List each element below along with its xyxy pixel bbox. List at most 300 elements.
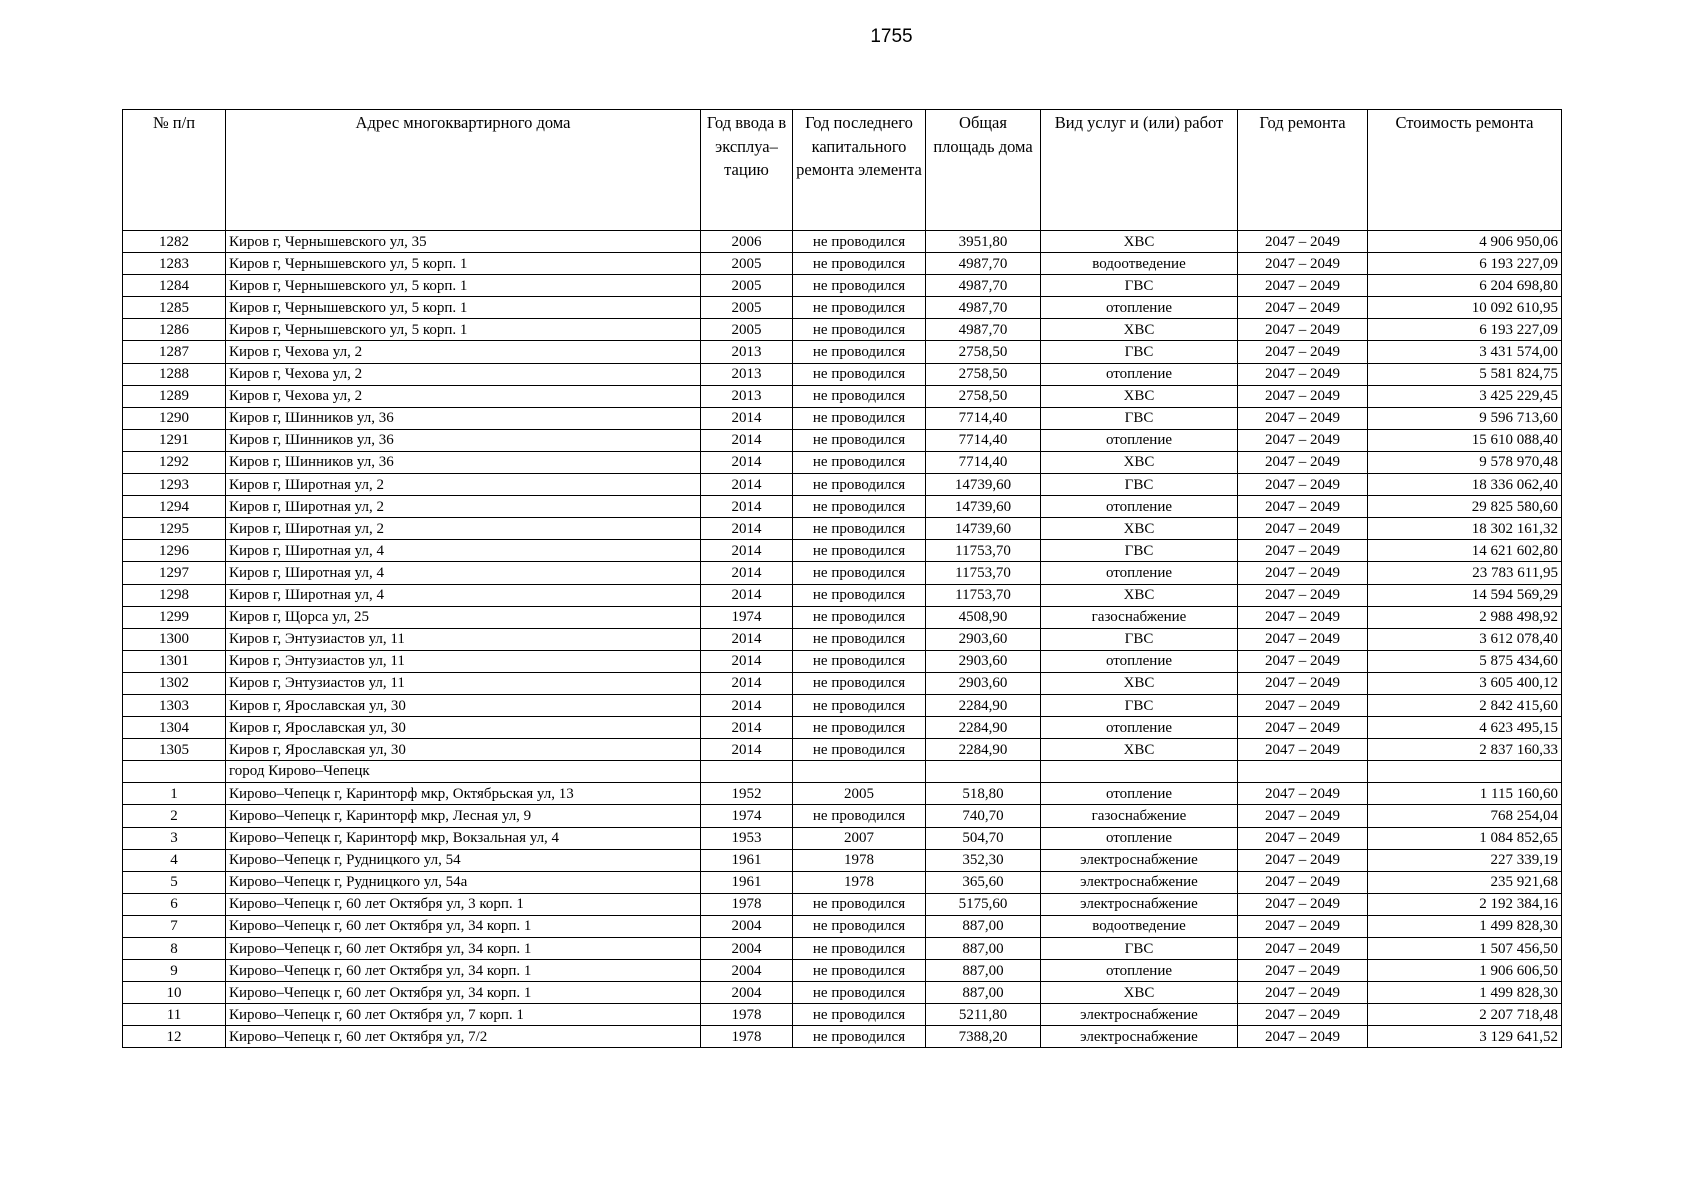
cell-commission-year: 2014 xyxy=(701,739,793,761)
cell-row-number: 1303 xyxy=(123,694,226,716)
cell-commission-year: 2013 xyxy=(701,363,793,385)
cell-commission-year: 2013 xyxy=(701,341,793,363)
table-row xyxy=(123,805,1562,827)
cell-service-type: ГВС xyxy=(1041,628,1238,650)
table-row xyxy=(123,650,1562,672)
cell-commission-year: 1952 xyxy=(701,783,793,805)
cell-address: Кирово–Чепецк г, 60 лет Октября ул, 34 корп. 1 xyxy=(226,960,701,982)
cell-repair-year: 2047 – 2049 xyxy=(1238,1004,1368,1026)
cell-address: Киров г, Широтная ул, 4 xyxy=(226,584,701,606)
cell-repair-cost: 23 783 611,95 xyxy=(1368,562,1562,584)
page-number: 1755 xyxy=(870,26,913,47)
cell-row-number: 1286 xyxy=(123,319,226,341)
cell-address: Киров г, Чернышевского ул, 5 корп. 1 xyxy=(226,297,701,319)
cell-row-number: 1299 xyxy=(123,606,226,628)
cell-last-repair-year: не проводился xyxy=(793,429,926,451)
table-row xyxy=(123,562,1562,584)
cell-address: Киров г, Ярославская ул, 30 xyxy=(226,694,701,716)
cell-address: Киров г, Шинников ул, 36 xyxy=(226,407,701,429)
cell-service-type: электроснабжение xyxy=(1041,893,1238,915)
table-row xyxy=(123,960,1562,982)
cell-service-type: ХВС xyxy=(1041,231,1238,253)
cell-last-repair-year: не проводился xyxy=(793,938,926,960)
cell-total-area: 14739,60 xyxy=(926,496,1041,518)
cell-repair-cost: 768 254,04 xyxy=(1368,805,1562,827)
cell-last-repair-year: не проводился xyxy=(793,694,926,716)
cell-last-repair-year: не проводился xyxy=(793,253,926,275)
cell-last-repair-year: не проводился xyxy=(793,496,926,518)
cell-commission-year: 1978 xyxy=(701,1026,793,1048)
table-row xyxy=(123,363,1562,385)
cell-repair-cost: 5 581 824,75 xyxy=(1368,363,1562,385)
cell-repair-cost: 3 129 641,52 xyxy=(1368,1026,1562,1048)
cell-row-number: 10 xyxy=(123,982,226,1004)
cell-commission-year: 1978 xyxy=(701,1004,793,1026)
table-row xyxy=(123,297,1562,319)
cell-repair-year: 2047 – 2049 xyxy=(1238,938,1368,960)
cell-last-repair-year: 2005 xyxy=(793,783,926,805)
cell-last-repair-year: не проводился xyxy=(793,518,926,540)
cell-total-area: 11753,70 xyxy=(926,562,1041,584)
cell-repair-year: 2047 – 2049 xyxy=(1238,385,1368,407)
cell-repair-cost: 3 431 574,00 xyxy=(1368,341,1562,363)
cell-repair-cost: 4 906 950,06 xyxy=(1368,231,1562,253)
cell-commission-year: 1974 xyxy=(701,606,793,628)
cell-last-repair-year: не проводился xyxy=(793,231,926,253)
cell-repair-year: 2047 – 2049 xyxy=(1238,960,1368,982)
cell-address: Кирово–Чепецк г, 60 лет Октября ул, 7 корп. 1 xyxy=(226,1004,701,1026)
cell-address: Киров г, Широтная ул, 2 xyxy=(226,496,701,518)
cell-service-type: отопление xyxy=(1041,783,1238,805)
cell-service-type: водоотведение xyxy=(1041,253,1238,275)
cell-repair-cost: 6 204 698,80 xyxy=(1368,275,1562,297)
cell-total-area: 352,30 xyxy=(926,849,1041,871)
cell-commission-year: 2014 xyxy=(701,717,793,739)
cell-repair-year: 2047 – 2049 xyxy=(1238,297,1368,319)
table-row xyxy=(123,407,1562,429)
cell-row-number: 1298 xyxy=(123,584,226,606)
cell-repair-cost: 1 115 160,60 xyxy=(1368,783,1562,805)
cell-row-number: 11 xyxy=(123,1004,226,1026)
cell-row-number: 1285 xyxy=(123,297,226,319)
cell-row-number: 1292 xyxy=(123,451,226,473)
cell-service-type: ГВС xyxy=(1041,407,1238,429)
cell-repair-cost: 1 507 456,50 xyxy=(1368,938,1562,960)
cell-address: Киров г, Ярославская ул, 30 xyxy=(226,717,701,739)
cell-last-repair-year: 1978 xyxy=(793,871,926,893)
cell-service-type: электроснабжение xyxy=(1041,1026,1238,1048)
cell-commission-year: 2014 xyxy=(701,540,793,562)
cell-address: Киров г, Энтузиастов ул, 11 xyxy=(226,650,701,672)
cell-repair-year: 2047 – 2049 xyxy=(1238,628,1368,650)
cell-last-repair-year: не проводился xyxy=(793,319,926,341)
cell-service-type: ХВС xyxy=(1041,584,1238,606)
cell-repair-cost: 2 842 415,60 xyxy=(1368,694,1562,716)
cell-commission-year: 2014 xyxy=(701,562,793,584)
cell-repair-cost: 9 596 713,60 xyxy=(1368,407,1562,429)
cell-row-number: 1 xyxy=(123,783,226,805)
table-row xyxy=(123,694,1562,716)
repair-schedule-table xyxy=(122,109,1562,1048)
cell-service-type: электроснабжение xyxy=(1041,871,1238,893)
cell-repair-year: 2047 – 2049 xyxy=(1238,805,1368,827)
table-row xyxy=(123,1026,1562,1048)
cell-last-repair-year: не проводился xyxy=(793,540,926,562)
cell-repair-year: 2047 – 2049 xyxy=(1238,518,1368,540)
cell-repair-year: 2047 – 2049 xyxy=(1238,849,1368,871)
cell-repair-cost: 1 499 828,30 xyxy=(1368,982,1562,1004)
cell-row-number: 1294 xyxy=(123,496,226,518)
table-row xyxy=(123,606,1562,628)
cell-commission-year: 2005 xyxy=(701,297,793,319)
header-service-type: Вид услуг и (или) работ xyxy=(1041,110,1238,231)
cell-address: Киров г, Энтузиастов ул, 11 xyxy=(226,672,701,694)
cell-service-type: ГВС xyxy=(1041,474,1238,496)
cell-repair-cost: 3 612 078,40 xyxy=(1368,628,1562,650)
header-commission-year: Год ввода в эксплуа–тацию xyxy=(701,110,793,231)
cell-address: Кирово–Чепецк г, Рудницкого ул, 54 xyxy=(226,849,701,871)
cell-repair-year: 2047 – 2049 xyxy=(1238,451,1368,473)
cell-last-repair-year: не проводился xyxy=(793,628,926,650)
table-row xyxy=(123,496,1562,518)
cell-repair-year: 2047 – 2049 xyxy=(1238,429,1368,451)
cell-address: Киров г, Чехова ул, 2 xyxy=(226,385,701,407)
cell-service-type: ХВС xyxy=(1041,518,1238,540)
cell-commission-year: 2004 xyxy=(701,938,793,960)
cell-repair-cost: 4 623 495,15 xyxy=(1368,717,1562,739)
cell-address: Кирово–Чепецк г, Рудницкого ул, 54а xyxy=(226,871,701,893)
cell-address: Киров г, Чернышевского ул, 35 xyxy=(226,231,701,253)
cell-total-area: 5175,60 xyxy=(926,893,1041,915)
cell-repair-year: 2047 – 2049 xyxy=(1238,650,1368,672)
table-row xyxy=(123,1004,1562,1026)
cell-commission-year: 2014 xyxy=(701,628,793,650)
cell-address: Киров г, Широтная ул, 2 xyxy=(226,474,701,496)
cell-commission-year: 2014 xyxy=(701,474,793,496)
empty-cell xyxy=(1368,761,1562,783)
table-row xyxy=(123,915,1562,937)
cell-row-number: 7 xyxy=(123,915,226,937)
cell-service-type: водоотведение xyxy=(1041,915,1238,937)
cell-last-repair-year: не проводился xyxy=(793,606,926,628)
cell-repair-year: 2047 – 2049 xyxy=(1238,540,1368,562)
cell-last-repair-year: не проводился xyxy=(793,805,926,827)
table-row xyxy=(123,893,1562,915)
empty-cell xyxy=(701,761,793,783)
cell-total-area: 2284,90 xyxy=(926,694,1041,716)
cell-address: Киров г, Энтузиастов ул, 11 xyxy=(226,628,701,650)
cell-last-repair-year: не проводился xyxy=(793,960,926,982)
cell-address: Киров г, Широтная ул, 4 xyxy=(226,562,701,584)
cell-last-repair-year: не проводился xyxy=(793,893,926,915)
cell-last-repair-year: не проводился xyxy=(793,275,926,297)
cell-total-area: 740,70 xyxy=(926,805,1041,827)
cell-row-number: 1300 xyxy=(123,628,226,650)
cell-last-repair-year: не проводился xyxy=(793,363,926,385)
header-row xyxy=(123,110,1562,231)
cell-repair-cost: 6 193 227,09 xyxy=(1368,319,1562,341)
cell-service-type: электроснабжение xyxy=(1041,1004,1238,1026)
header-repair-year: Год ремонта xyxy=(1238,110,1368,231)
cell-row-number: 9 xyxy=(123,960,226,982)
table-row xyxy=(123,739,1562,761)
cell-repair-year: 2047 – 2049 xyxy=(1238,584,1368,606)
cell-commission-year: 2004 xyxy=(701,915,793,937)
cell-row-number: 6 xyxy=(123,893,226,915)
table-row xyxy=(123,518,1562,540)
cell-total-area: 4987,70 xyxy=(926,297,1041,319)
cell-row-number: 1297 xyxy=(123,562,226,584)
table-row xyxy=(123,429,1562,451)
cell-service-type: газоснабжение xyxy=(1041,805,1238,827)
cell-total-area: 2758,50 xyxy=(926,341,1041,363)
cell-commission-year: 2013 xyxy=(701,385,793,407)
cell-last-repair-year: не проводился xyxy=(793,451,926,473)
cell-repair-year: 2047 – 2049 xyxy=(1238,562,1368,584)
header-address: Адрес многоквартирного дома xyxy=(226,110,701,231)
cell-repair-year: 2047 – 2049 xyxy=(1238,319,1368,341)
cell-address: Кирово–Чепецк г, 60 лет Октября ул, 34 корп. 1 xyxy=(226,982,701,1004)
cell-repair-cost: 10 092 610,95 xyxy=(1368,297,1562,319)
cell-total-area: 887,00 xyxy=(926,915,1041,937)
cell-commission-year: 1953 xyxy=(701,827,793,849)
table-row xyxy=(123,871,1562,893)
table-row xyxy=(123,827,1562,849)
cell-total-area: 2284,90 xyxy=(926,739,1041,761)
cell-commission-year: 1961 xyxy=(701,871,793,893)
cell-commission-year: 2014 xyxy=(701,496,793,518)
cell-row-number: 1301 xyxy=(123,650,226,672)
cell-row-number: 1295 xyxy=(123,518,226,540)
cell-repair-year: 2047 – 2049 xyxy=(1238,253,1368,275)
cell-commission-year: 2014 xyxy=(701,672,793,694)
cell-total-area: 11753,70 xyxy=(926,540,1041,562)
cell-row-number: 1291 xyxy=(123,429,226,451)
cell-last-repair-year: не проводился xyxy=(793,407,926,429)
cell-last-repair-year: не проводился xyxy=(793,385,926,407)
empty-cell xyxy=(926,761,1041,783)
cell-total-area: 887,00 xyxy=(926,982,1041,1004)
cell-repair-cost: 2 837 160,33 xyxy=(1368,739,1562,761)
cell-last-repair-year: 1978 xyxy=(793,849,926,871)
table-row xyxy=(123,253,1562,275)
cell-address: Киров г, Шинников ул, 36 xyxy=(226,451,701,473)
cell-service-type: ХВС xyxy=(1041,739,1238,761)
cell-commission-year: 2014 xyxy=(701,429,793,451)
cell-service-type: газоснабжение xyxy=(1041,606,1238,628)
cell-repair-year: 2047 – 2049 xyxy=(1238,893,1368,915)
cell-total-area: 504,70 xyxy=(926,827,1041,849)
header-repair-cost: Стоимость ремонта xyxy=(1368,110,1562,231)
cell-total-area: 5211,80 xyxy=(926,1004,1041,1026)
cell-repair-cost: 3 605 400,12 xyxy=(1368,672,1562,694)
cell-row-number: 1283 xyxy=(123,253,226,275)
cell-service-type: ХВС xyxy=(1041,672,1238,694)
cell-row-number: 8 xyxy=(123,938,226,960)
cell-service-type: ХВС xyxy=(1041,385,1238,407)
table-row xyxy=(123,474,1562,496)
cell-service-type: ГВС xyxy=(1041,275,1238,297)
cell-repair-year: 2047 – 2049 xyxy=(1238,474,1368,496)
cell-repair-cost: 2 988 498,92 xyxy=(1368,606,1562,628)
cell-row-number: 1304 xyxy=(123,717,226,739)
cell-repair-year: 2047 – 2049 xyxy=(1238,341,1368,363)
table-row xyxy=(123,319,1562,341)
cell-repair-cost: 1 906 606,50 xyxy=(1368,960,1562,982)
cell-service-type: отопление xyxy=(1041,562,1238,584)
cell-row-number: 4 xyxy=(123,849,226,871)
cell-row-number: 1284 xyxy=(123,275,226,297)
header-total-area: Общая площадь дома xyxy=(926,110,1041,231)
cell-last-repair-year: не проводился xyxy=(793,474,926,496)
cell-total-area: 7714,40 xyxy=(926,451,1041,473)
cell-address: Кирово–Чепецк г, 60 лет Октября ул, 34 корп. 1 xyxy=(226,915,701,937)
cell-total-area: 4508,90 xyxy=(926,606,1041,628)
section-title: город Кирово–Чепецк xyxy=(226,761,701,783)
cell-total-area: 518,80 xyxy=(926,783,1041,805)
cell-address: Киров г, Широтная ул, 4 xyxy=(226,540,701,562)
cell-commission-year: 2014 xyxy=(701,584,793,606)
cell-commission-year: 2014 xyxy=(701,407,793,429)
cell-address: Киров г, Шинников ул, 36 xyxy=(226,429,701,451)
cell-service-type: ГВС xyxy=(1041,341,1238,363)
cell-address: Киров г, Чернышевского ул, 5 корп. 1 xyxy=(226,275,701,297)
empty-cell xyxy=(1041,761,1238,783)
cell-last-repair-year: не проводился xyxy=(793,1026,926,1048)
cell-repair-cost: 1 499 828,30 xyxy=(1368,915,1562,937)
table-row xyxy=(123,385,1562,407)
cell-row-number: 3 xyxy=(123,827,226,849)
cell-total-area: 4987,70 xyxy=(926,275,1041,297)
cell-address: Киров г, Щорса ул, 25 xyxy=(226,606,701,628)
cell-repair-cost: 5 875 434,60 xyxy=(1368,650,1562,672)
cell-address: Кирово–Чепецк г, 60 лет Октября ул, 3 корп. 1 xyxy=(226,893,701,915)
cell-total-area: 7388,20 xyxy=(926,1026,1041,1048)
cell-last-repair-year: не проводился xyxy=(793,341,926,363)
table-row xyxy=(123,849,1562,871)
cell-repair-cost: 227 339,19 xyxy=(1368,849,1562,871)
empty-cell xyxy=(1238,761,1368,783)
table-row xyxy=(123,540,1562,562)
cell-commission-year: 2005 xyxy=(701,319,793,341)
cell-repair-cost: 2 207 718,48 xyxy=(1368,1004,1562,1026)
cell-last-repair-year: не проводился xyxy=(793,739,926,761)
cell-repair-cost: 15 610 088,40 xyxy=(1368,429,1562,451)
cell-service-type: отопление xyxy=(1041,827,1238,849)
cell-row-number: 1290 xyxy=(123,407,226,429)
cell-total-area: 4987,70 xyxy=(926,253,1041,275)
cell-repair-year: 2047 – 2049 xyxy=(1238,717,1368,739)
cell-service-type: ХВС xyxy=(1041,319,1238,341)
cell-repair-cost: 2 192 384,16 xyxy=(1368,893,1562,915)
cell-row-number: 1288 xyxy=(123,363,226,385)
cell-repair-year: 2047 – 2049 xyxy=(1238,672,1368,694)
cell-service-type: отопление xyxy=(1041,496,1238,518)
cell-repair-year: 2047 – 2049 xyxy=(1238,982,1368,1004)
cell-address: Киров г, Чернышевского ул, 5 корп. 1 xyxy=(226,253,701,275)
cell-row-number: 1282 xyxy=(123,231,226,253)
cell-repair-year: 2047 – 2049 xyxy=(1238,496,1368,518)
cell-row-number: 5 xyxy=(123,871,226,893)
cell-last-repair-year: не проводился xyxy=(793,584,926,606)
cell-total-area: 887,00 xyxy=(926,960,1041,982)
cell-address: Киров г, Ярославская ул, 30 xyxy=(226,739,701,761)
cell-commission-year: 2014 xyxy=(701,650,793,672)
cell-commission-year: 2004 xyxy=(701,960,793,982)
cell-address: Киров г, Чехова ул, 2 xyxy=(226,363,701,385)
table-row xyxy=(123,938,1562,960)
cell-last-repair-year: не проводился xyxy=(793,297,926,319)
cell-repair-year: 2047 – 2049 xyxy=(1238,915,1368,937)
cell-service-type: ХВС xyxy=(1041,982,1238,1004)
cell-total-area: 2284,90 xyxy=(926,717,1041,739)
cell-service-type: отопление xyxy=(1041,363,1238,385)
cell-repair-year: 2047 – 2049 xyxy=(1238,871,1368,893)
cell-repair-year: 2047 – 2049 xyxy=(1238,407,1368,429)
cell-commission-year: 1978 xyxy=(701,893,793,915)
cell-last-repair-year: не проводился xyxy=(793,915,926,937)
cell-commission-year: 2006 xyxy=(701,231,793,253)
cell-total-area: 365,60 xyxy=(926,871,1041,893)
cell-commission-year: 2014 xyxy=(701,518,793,540)
cell-total-area: 14739,60 xyxy=(926,474,1041,496)
cell-repair-cost: 3 425 229,45 xyxy=(1368,385,1562,407)
table-row xyxy=(123,982,1562,1004)
cell-row-number: 2 xyxy=(123,805,226,827)
cell-address: Кирово–Чепецк г, Каринторф мкр, Вокзальная ул, 4 xyxy=(226,827,701,849)
cell-repair-cost: 29 825 580,60 xyxy=(1368,496,1562,518)
cell-repair-cost: 18 336 062,40 xyxy=(1368,474,1562,496)
cell-commission-year: 2005 xyxy=(701,253,793,275)
cell-repair-year: 2047 – 2049 xyxy=(1238,275,1368,297)
empty-cell xyxy=(793,761,926,783)
table-row xyxy=(123,275,1562,297)
cell-repair-cost: 14 621 602,80 xyxy=(1368,540,1562,562)
cell-repair-cost: 18 302 161,32 xyxy=(1368,518,1562,540)
cell-repair-cost: 14 594 569,29 xyxy=(1368,584,1562,606)
cell-service-type: ХВС xyxy=(1041,451,1238,473)
cell-total-area: 2758,50 xyxy=(926,363,1041,385)
cell-service-type: ГВС xyxy=(1041,938,1238,960)
cell-total-area: 2903,60 xyxy=(926,672,1041,694)
cell-total-area: 4987,70 xyxy=(926,319,1041,341)
cell-service-type: отопление xyxy=(1041,297,1238,319)
cell-total-area: 2903,60 xyxy=(926,628,1041,650)
cell-commission-year: 2005 xyxy=(701,275,793,297)
cell-row-number: 1287 xyxy=(123,341,226,363)
cell-commission-year: 1974 xyxy=(701,805,793,827)
cell-repair-year: 2047 – 2049 xyxy=(1238,783,1368,805)
cell-total-area: 7714,40 xyxy=(926,429,1041,451)
table-row xyxy=(123,451,1562,473)
cell-commission-year: 2014 xyxy=(701,694,793,716)
table-row xyxy=(123,783,1562,805)
cell-service-type: отопление xyxy=(1041,717,1238,739)
cell-repair-year: 2047 – 2049 xyxy=(1238,363,1368,385)
cell-service-type: отопление xyxy=(1041,429,1238,451)
cell-last-repair-year: не проводился xyxy=(793,672,926,694)
cell-last-repair-year: не проводился xyxy=(793,650,926,672)
table-row xyxy=(123,717,1562,739)
section-heading-row xyxy=(123,761,1562,783)
cell-address: Кирово–Чепецк г, 60 лет Октября ул, 34 корп. 1 xyxy=(226,938,701,960)
cell-last-repair-year: 2007 xyxy=(793,827,926,849)
cell-commission-year: 2004 xyxy=(701,982,793,1004)
empty-cell xyxy=(123,761,226,783)
cell-service-type: электроснабжение xyxy=(1041,849,1238,871)
cell-repair-cost: 9 578 970,48 xyxy=(1368,451,1562,473)
table-row xyxy=(123,672,1562,694)
